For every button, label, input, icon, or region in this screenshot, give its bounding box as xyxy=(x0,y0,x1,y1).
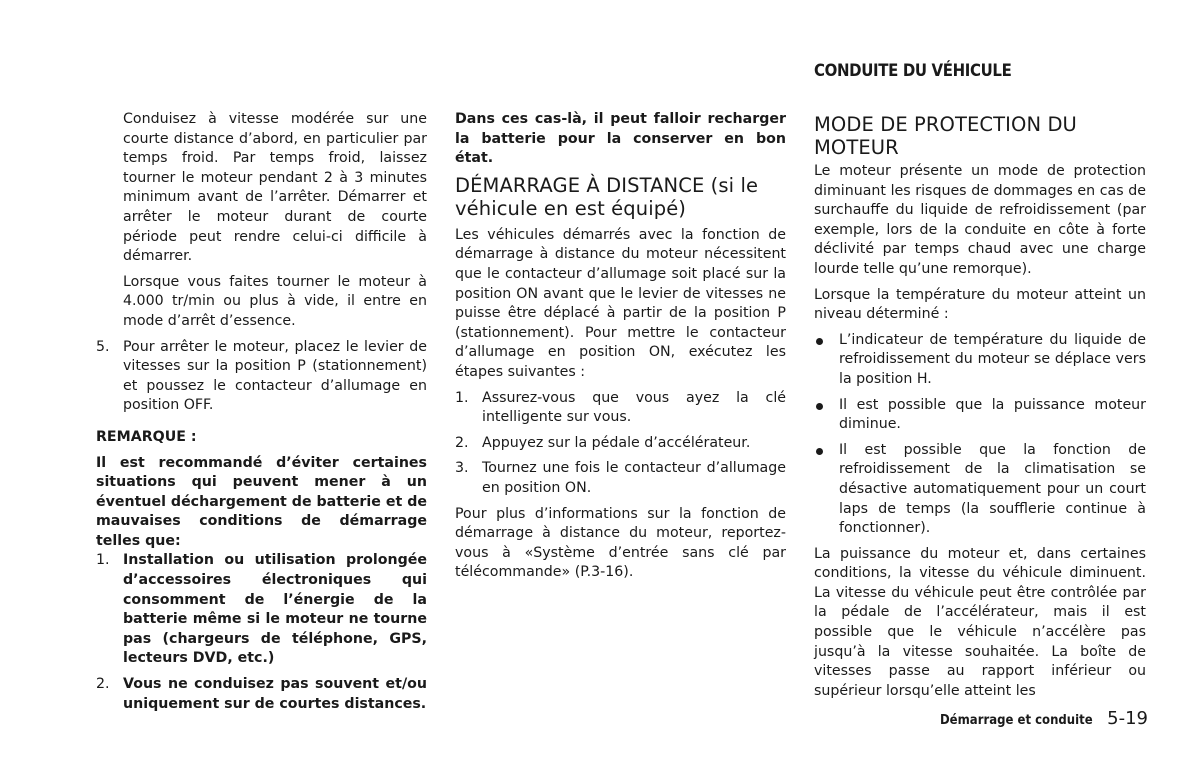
section-title: CONDUITE DU VÉHICULE xyxy=(814,61,1012,81)
page-number: 5-19 xyxy=(1107,708,1148,729)
remarque-label: REMARQUE : xyxy=(96,428,197,445)
step-2 xyxy=(455,434,786,454)
page-footer xyxy=(923,708,1148,729)
step-5 xyxy=(96,338,427,416)
paragraph: Les véhicules démarrés avec la fonction de démarrage à distance du moteur nécessitent que le contacteur d’allumage soit placé sur la position ON avant que le levier de vitesses ne puisse être déplacé à partir de la position P (stationnement). Pour mettre le contacteur d’allumage en position ON, exécutez les étapes suivantes : xyxy=(455,226,786,380)
bullet-item xyxy=(814,441,1146,539)
bullet-icon xyxy=(816,448,823,455)
remarque-text: Il est recommandé d’éviter certaines situations qui peuvent mener à un éventuel déchargement de batterie et de mauvaises conditions de démarrage telles que: xyxy=(96,454,427,549)
bullet-text: Il est possible que la puissance moteur diminue. xyxy=(839,396,1146,433)
heading-engine-protection: MODE DE PROTECTION DU MOTEUR xyxy=(814,113,1077,159)
column-2 xyxy=(455,110,786,583)
paragraph: Le moteur présente un mode de protection diminuant les risques de dommages en cas de surchauffe du liquide de refroidissement (par exemple, lors de la conduite en côte à forte déclivité par temps chaud avec une charge lourde telle qu’une remorque). xyxy=(814,163,1146,277)
item-text: Installation ou utilisation prolongée d’accessoires électroniques qui consomment de l’énergie de la batterie même si le moteur ne tourne pas (chargeurs de téléphone, GPS, lecteurs DVD, etc.) xyxy=(123,552,427,667)
step-text: Pour arrêter le moteur, placez le levier de vitesses sur la position P (stationnement) et poussez le contacteur d’allumage en position OFF. xyxy=(123,338,427,414)
bold-note: Dans ces cas-là, il peut falloir recharger la batterie pour la conserver en bon état. xyxy=(455,111,786,167)
step-number: 5. xyxy=(96,338,110,355)
column-3 xyxy=(814,113,1146,701)
column-1 xyxy=(96,110,427,714)
step-number: 3. xyxy=(455,460,469,477)
heading-remote-start: DÉMARRAGE À DISTANCE (si le véhicule en est équipé) xyxy=(455,173,759,220)
paragraph: Lorsque vous faites tourner le moteur à 4.000 tr/min ou plus à vide, il entre en mode d’arrêt d’essence. xyxy=(123,273,427,329)
bullet-item xyxy=(814,396,1146,435)
paragraph: La puissance du moteur et, dans certaines conditions, la vitesse du véhicule diminuent. La vitesse du véhicule peut être contrôlée par la pédale de l’accélérateur, mais il est possible que le véhicule n’accélère pas jusqu’à la vitesse souhaitée. La boîte de vitesses passe au rapport inférieur ou supérieur lorsqu’elle atteint les xyxy=(814,545,1146,699)
bullet-text: Il est possible que la fonction de refroidissement de la climatisation se désactive automatiquement pour un court laps de temps (la soufflerie continue à fonctionner). xyxy=(839,441,1146,537)
paragraph: Conduisez à vitesse modérée sur une courte distance d’abord, en particulier par temps froid. Par temps froid, laissez tourner le moteur pendant 2 à 3 minutes minimum avant de l’arrêter. Démarrer et arrêter le moteur durant de courte période peut rendre celui-ci difficile à démarrer. xyxy=(123,111,427,265)
remarque-item-1 xyxy=(96,551,427,669)
item-text: Vous ne conduisez pas souvent et/ou uniquement sur de courtes distances. xyxy=(123,676,427,712)
footer-section-name: Démarrage et conduite xyxy=(940,713,1094,728)
item-number: 2. xyxy=(96,676,110,693)
bullet-icon xyxy=(816,338,823,345)
bullet-text: L’indicateur de température du liquide de refroidissement du moteur se déplace vers la position H. xyxy=(839,331,1146,387)
step-3 xyxy=(455,459,786,498)
step-number: 2. xyxy=(455,434,469,451)
bullet-icon xyxy=(816,403,823,410)
step-1 xyxy=(455,389,786,428)
item-number: 1. xyxy=(96,552,110,569)
more-info-paragraph: Pour plus d’informations sur la fonction de démarrage à distance du moteur, reportez-vous à «Système d’entrée sans clé par télécommande» (P.3-16). xyxy=(455,505,786,581)
bullet-item xyxy=(814,331,1146,390)
step-text: Appuyez sur la pédale d’accélérateur. xyxy=(482,434,751,451)
remarque-item-2 xyxy=(96,675,427,714)
step-number: 1. xyxy=(455,389,469,406)
step-text: Tournez une fois le contacteur d’allumage en position ON. xyxy=(482,460,786,496)
step-text: Assurez-vous que vous ayez la clé intelligente sur vous. xyxy=(482,389,786,426)
paragraph: Lorsque la température du moteur atteint un niveau déterminé : xyxy=(814,286,1146,323)
